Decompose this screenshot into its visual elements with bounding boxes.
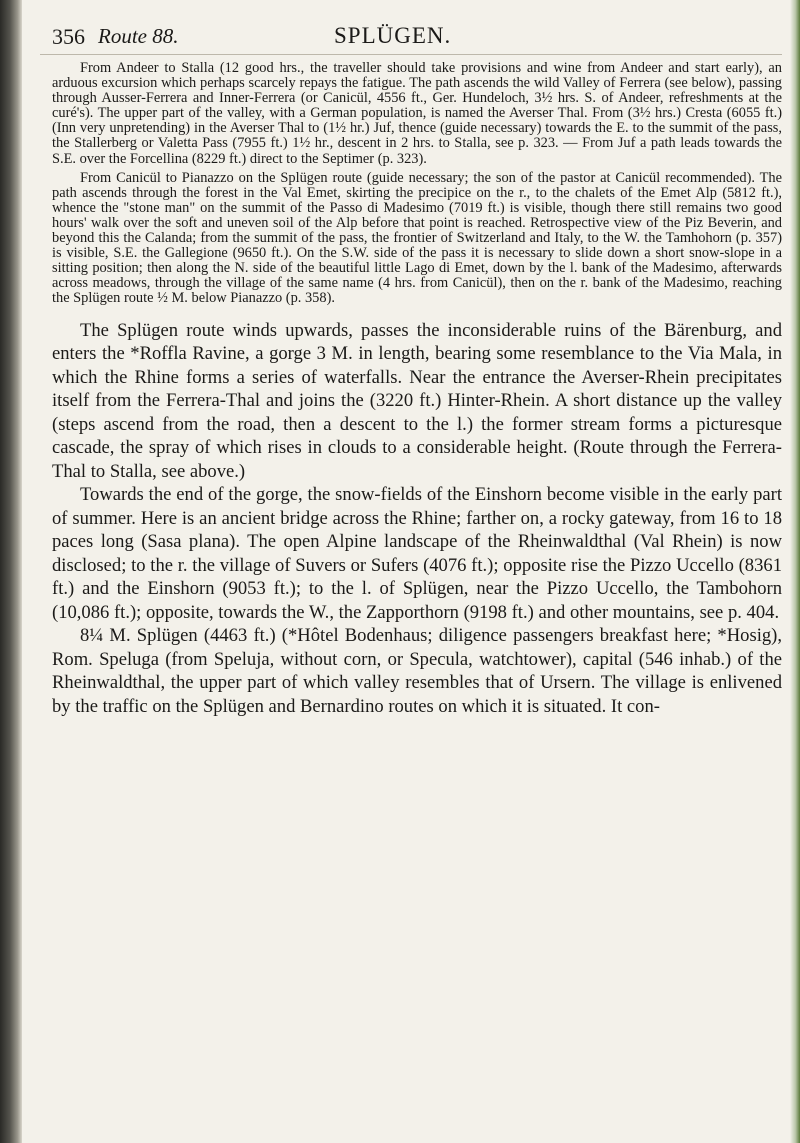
paragraph-splugen-route: The Splügen route winds upwards, passes the inconsiderable ruins of the Bärenburg, and enters the *Roffla Ravine, a gorge 3 M. in length, bearing some resemblance to the Via Mala, in which the Rhine forms a series of waterfalls. Near the entrance the Averser-Rhein precipitates itself from the Ferrera-Thal and joins the (3220 ft.) Hinter-Rhein. A short distance up the valley (steps ascend from the road, then a descent to the l.) the former stream forms a picturesque cascade, the spray of which rises in clouds to a considerable height. (Route through the Ferrera-Thal to Stalla, see above.) bbox=[52, 319, 782, 482]
running-title: Route 88. bbox=[98, 24, 179, 48]
book-binding-shadow bbox=[0, 0, 22, 1143]
paragraph-stalla-excursion: From Andeer to Stalla (12 good hrs., the traveller should take provisions and wine from Andeer and start early), an arduous excursion which perhaps scarcely repays the fatigue. The path ascends the wild Valley of Ferrera (see below), passing through Ausser-Ferrera and Inner-Ferrera (or Canicül, 4556 ft., Ger. Hundeloch, 3½ hrs. S. of Andeer, refreshments at the curé's). The upper part of the valley, with a German population, is named the Averser Thal. From (3½ hrs.) Cresta (6055 ft.) (Inn very unpretending) in the Averser Thal to (1½ hr.) Juf, thence (guide necessary) towards the E. to the summit of the pass, the Stallerberg or Valetta Pass (7955 ft.) 1½ hr., descent in 2 hrs. to Stalla, see p. 323. — From Juf a path leads towards the S.E. over the Forcellina (8229 ft.) direct to the Septimer (p. 323). bbox=[52, 60, 782, 167]
paragraph-canicul-pianazzo: From Canicül to Pianazzo on the Splügen route (guide necessary; the son of the pastor at Canicül recommended). The path ascends through the forest in the Val Emet, skirting the precipice on the r., to the chalets of the Emet Alp (5812 ft.), whence the "stone man" on the summit of the Passo di Madesimo (7019 ft.) is visible, though there still remains two good hours' walk over the soft and uneven soil of the Alp before that point is reached. Retrospective view of the Piz Beverin, and beyond this the Calanda; from the summit of the pass, the frontier of Switzerland and Italy, to the W. the Tamhohorn (p. 357) is visible, S.E. the Gallegione (9650 ft.). On the S.W. side of the pass it is necessary to slide down a short snow-slope in a sitting position; then along the N. side of the beautiful little Lago di Emet, down by the l. bank of the Madesimo, afterwards across meadows, through the village of the same name (4 hrs. from Canicül), then on the r. bank of the Madesimo, reaching the Splügen route ½ M. below Pianazzo (p. 358). bbox=[52, 169, 782, 307]
page-edge bbox=[790, 0, 800, 1143]
page-number: 356 bbox=[52, 24, 85, 49]
book-page bbox=[40, 12, 782, 718]
paragraph-gorge-end: Towards the end of the gorge, the snow-fields of the Einshorn become visible in the early part of summer. Here is an ancient bridge across the Rhine; farther on, a rocky gateway, from 16 to 18 paces long (Sasa plana). The open Alpine landscape of the Rheinwaldthal (Val Rhein) is now disclosed; to the r. the village of Suvers or Sufers (4076 ft.); opposite rise the Pizzo Uccello (8361 ft.) and the Einshorn (9053 ft.); to the l. of Splügen, near the Pizzo Uccello, the Tambohorn (10,086 ft.); opposite, towards the W., the Zapporthorn (9198 ft.) and other mountains, see p. 404. bbox=[52, 484, 782, 623]
page-header bbox=[40, 12, 782, 55]
paragraph-splugen-village: 8¼ M. Splügen (4463 ft.) (*Hôtel Bodenhaus; diligence passengers breakfast here; *Hosig), Rom. Spelugа (from Speluja, without corn, or Specula, watchtower), capital (546 inhab.) of the Rheinwaldthal, the upper part of which valley resembles that of Ursern. The village is enlivened by the traffic on the Splügen and Bernardino routes on which it is situated. It con- bbox=[52, 625, 782, 717]
section-title: SPLÜGEN. bbox=[334, 23, 452, 48]
